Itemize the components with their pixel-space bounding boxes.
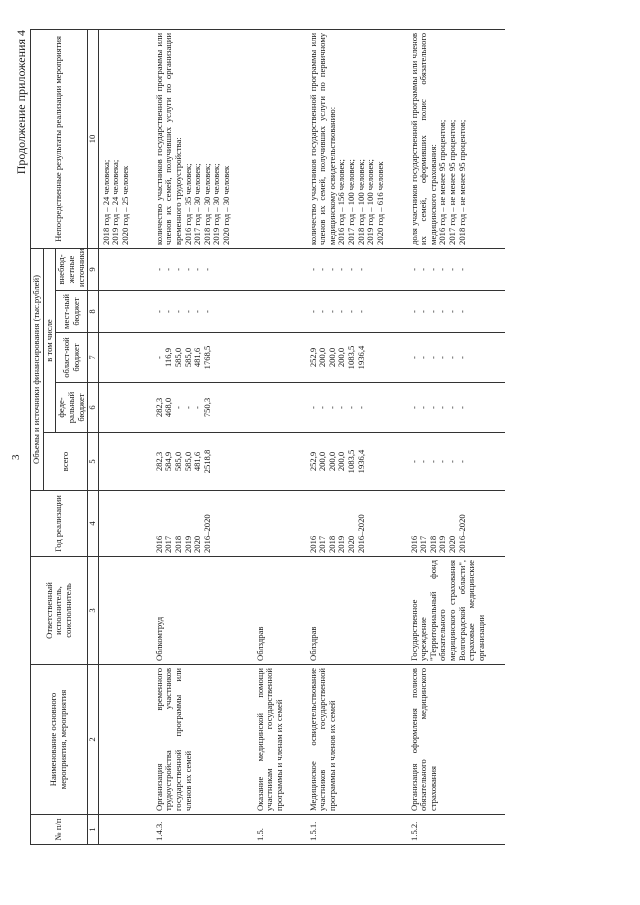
row-results [250, 29, 303, 248]
row-num: 1.5. [250, 815, 303, 845]
row-offbudget: - - - - - - [149, 248, 250, 290]
column-number-row [88, 29, 99, 844]
column-number: 7 [88, 333, 99, 383]
table-row [98, 29, 148, 844]
header-in-that: в том числе [43, 248, 56, 432]
row-num: 1.5.2. [404, 815, 505, 845]
row-regional: 252,9 200,0 200,0 200,0 1083,5 1936,4 [303, 333, 404, 383]
row-num [98, 815, 148, 845]
row-num: 1.5.1. [303, 815, 404, 845]
row-offbudget: - - - - - - [404, 248, 505, 290]
column-number: 6 [88, 383, 99, 433]
continuation-label: Продолжение приложения 4 [14, 30, 28, 175]
row-executor: Облздрав [250, 557, 303, 665]
header-federal: феде-ральный бюджет [56, 383, 88, 433]
row-executor: Облздрав [303, 557, 404, 665]
row-results: количество участников государственной программы или членов их семей, получивших услуги по первичному медицинскому освидетельствованию: 2016 год – 156 человек; 2017 год – 100 человек; 2018 год – 100 человек; 2019 год – 100 человек; 2020 год – 616 человек [303, 29, 404, 248]
row-name: Организация временного трудоустройства участников государственной программы или членов их семей [149, 665, 250, 815]
row-name [98, 665, 148, 815]
header-results: Непосредственные результаты реализации мероприятия [31, 29, 88, 248]
row-years: 2016 2017 2018 2019 2020 2016–2020 [303, 491, 404, 557]
row-total: 282,3 584,9 585,0 585,0 481,6 2518,8 [149, 433, 250, 491]
row-federal: - - - - - - [303, 383, 404, 433]
row-local: - - - - - - [149, 291, 250, 333]
row-executor: Государственное учреждение "Территориальный фонд обязательного медицинского страхования Волгоградской области", страховые медицинские организации [404, 557, 505, 665]
row-executor: Облкомтруд [149, 557, 250, 665]
row-offbudget [250, 248, 303, 290]
row-name: Оказание медицинской помощи участникам государственной программы и членам их семей [250, 665, 303, 815]
column-number: 4 [88, 491, 99, 557]
row-regional: - - - - - - [404, 333, 505, 383]
row-local [250, 291, 303, 333]
header-name: Наименование основного мероприятия, мероприятия [31, 665, 88, 815]
table-row [404, 29, 505, 844]
row-federal: 282,3 468,0 - - - 750,3 [149, 383, 250, 433]
column-number: 10 [88, 29, 99, 248]
header-volumes: Объемы и источники финансирования (тыс.рублей) [31, 248, 44, 490]
column-number: 1 [88, 815, 99, 845]
column-number: 5 [88, 433, 99, 491]
row-total: 252,9 200,0 200,0 200,0 1083,5 1936,4 [303, 433, 404, 491]
header-executor: Ответственный исполнитель, соисполнитель [31, 557, 88, 665]
row-name: Организация оформления полисов обязательного медицинского страхования [404, 665, 505, 815]
row-results: доля участников государственной программы или членов их семей, оформивших полис обязательного медицинского страхования: 2016 год – не менее 95 процентов; 2017 год – не менее 95 процентов; 2018 год – не менее 95 процентов; [404, 29, 505, 248]
row-total [98, 433, 148, 491]
header-offbudget: внебюд-жетные источники [56, 248, 88, 290]
row-local: - - - - - - [303, 291, 404, 333]
table-row [250, 29, 303, 844]
header-year: Год реализации [31, 491, 88, 557]
header-total: всего [43, 433, 88, 491]
row-federal [98, 383, 148, 433]
row-federal [250, 383, 303, 433]
row-results: 2018 год – 24 человека; 2019 год – 24 человека; 2020 год – 25 человек [98, 29, 148, 248]
column-number: 9 [88, 248, 99, 290]
row-years [98, 491, 148, 557]
page-number: 3 [10, 454, 22, 460]
row-regional [98, 333, 148, 383]
row-executor [98, 557, 148, 665]
row-total: - - - - - - [404, 433, 505, 491]
header-regional: област-ной бюджет [56, 333, 88, 383]
row-regional: - 116,9 585,0 585,0 481,6 1768,5 [149, 333, 250, 383]
row-results: количество участников государственной программы или членов их семей, получивших услуги по организации временного трудоустройства: 2016 год – 35 человек; 2017 год – 30 человек; 2018 год – 30 человек; 2019 год – 30 человек; 2020 год – 30 человек [149, 29, 250, 248]
row-total [250, 433, 303, 491]
row-local [98, 291, 148, 333]
row-offbudget [98, 248, 148, 290]
header-local: мест-ный бюджет [56, 291, 88, 333]
table-row [149, 29, 250, 844]
row-years: 2016 2017 2018 2019 2020 2016–2020 [149, 491, 250, 557]
column-number: 3 [88, 557, 99, 665]
row-offbudget: - - - - - - [303, 248, 404, 290]
row-years [250, 491, 303, 557]
column-number: 2 [88, 665, 99, 815]
column-number: 8 [88, 291, 99, 333]
row-federal: - - - - - - [404, 383, 505, 433]
row-local: - - - - - - [404, 291, 505, 333]
header-num: № п/п [31, 815, 88, 845]
row-num: 1.4.3. [149, 815, 250, 845]
row-regional [250, 333, 303, 383]
financing-table [30, 29, 505, 845]
row-years: 2016 2017 2018 2019 2020 2016–2020 [404, 491, 505, 557]
table-row [303, 29, 404, 844]
row-name: Медицинское освидетельствование участников государственной программы и членов их семей [303, 665, 404, 815]
